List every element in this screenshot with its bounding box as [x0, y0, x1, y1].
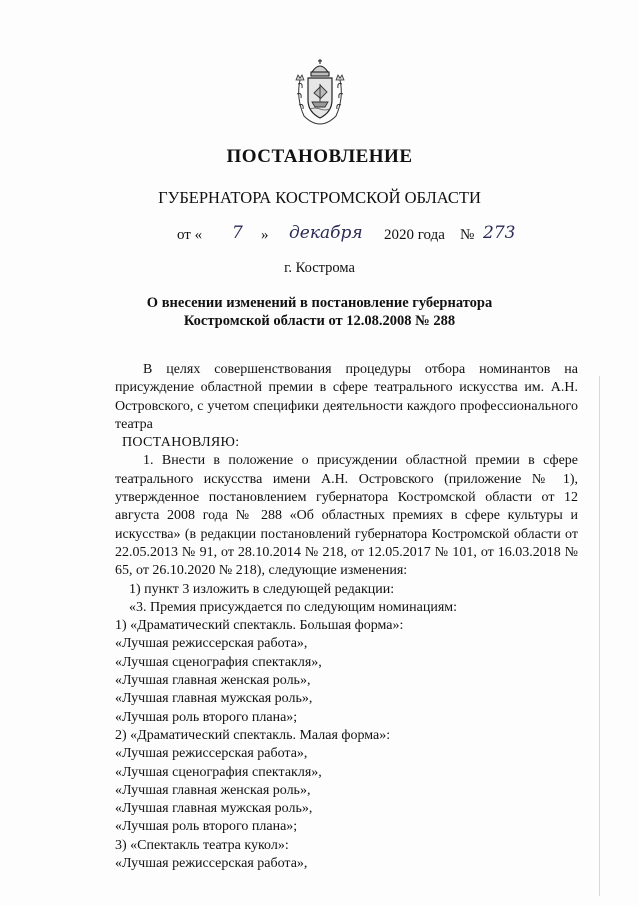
date-day-handwritten: 7 — [232, 223, 243, 243]
list-item: «Лучшая роль второго плана»; — [115, 709, 298, 725]
date-mid: » — [261, 227, 269, 243]
list-item: «Лучшая роль второго плана»; — [115, 819, 298, 835]
list-item: 1) пункт 3 изложить в следующей редакции: — [129, 581, 395, 597]
list-item: «Лучшая режиссерская работа», — [115, 856, 308, 872]
list-item: «Лучшая сценография спектакля», — [115, 654, 322, 670]
number-sign: № — [460, 227, 475, 243]
list-item: «Лучшая режиссерская работа», — [115, 636, 308, 652]
document-title: ПОСТАНОВЛЕНИЕ — [226, 146, 413, 167]
scan-artifact-line — [599, 376, 600, 896]
document-heading — [0, 294, 639, 330]
heading-line-2: Костромской области от 12.08.2008 № 288 — [183, 313, 456, 329]
date-line — [177, 223, 517, 249]
list-item: 2) «Драматический спектакль. Малая форма»: — [115, 727, 391, 743]
city: г. Кострома — [284, 260, 355, 276]
document-body — [115, 361, 578, 873]
point-1-paragraph: 1. Внести в положение о присуждении областной премии в сфере театрального искусства имени А.Н. Островского (приложение № 1), утвержденное постановлением губернатора Костромской области от 12 августа 2008 года № 288 «Об областных премиях в сфере культуры и искусства» (в редакции постановлений губернатора Костромской области от 22.05.2013 № 91, от 28.10.2014 № 218, от 12.05.2017 № 101, от 16.03.2018 № 65, от 26.10.2020 № 218), следующие изменения: — [115, 453, 578, 579]
date-prefix: от « — [177, 227, 203, 243]
list-item: «3. Премия присуждается по следующим номинациям: — [129, 599, 458, 615]
heading-line-1: О внесении изменений в постановление губернатора — [146, 295, 493, 311]
list-item: «Лучшая главная мужская роль», — [115, 801, 313, 817]
list-item: «Лучшая сценография спектакля», — [115, 764, 322, 780]
preamble-paragraph: В целях совершенствования процедуры отбора номинантов на присуждение областной премии в сфере театрального искусства им. А.Н. Островского, с учетом специфики деятельности каждого профессионального театра — [115, 362, 578, 432]
list-item: «Лучшая режиссерская работа», — [115, 746, 308, 762]
document-number-handwritten: 273 — [483, 223, 516, 243]
list-item: «Лучшая главная женская роль», — [115, 782, 311, 798]
date-month-handwritten: декабря — [289, 223, 363, 243]
list-item: 3) «Спектакль театра кукол»: — [115, 837, 289, 853]
decree-word: ПОСТАНОВЛЯЮ: — [122, 435, 240, 451]
date-year: 2020 года — [384, 227, 445, 243]
list-item: «Лучшая главная мужская роль», — [115, 691, 313, 707]
issuer-title: ГУБЕРНАТОРА КОСТРОМСКОЙ ОБЛАСТИ — [158, 188, 481, 207]
coat-of-arms-icon — [294, 58, 346, 128]
list-item: 1) «Драматический спектакль. Большая форма»: — [115, 618, 404, 634]
list-item: «Лучшая главная женская роль», — [115, 673, 311, 689]
